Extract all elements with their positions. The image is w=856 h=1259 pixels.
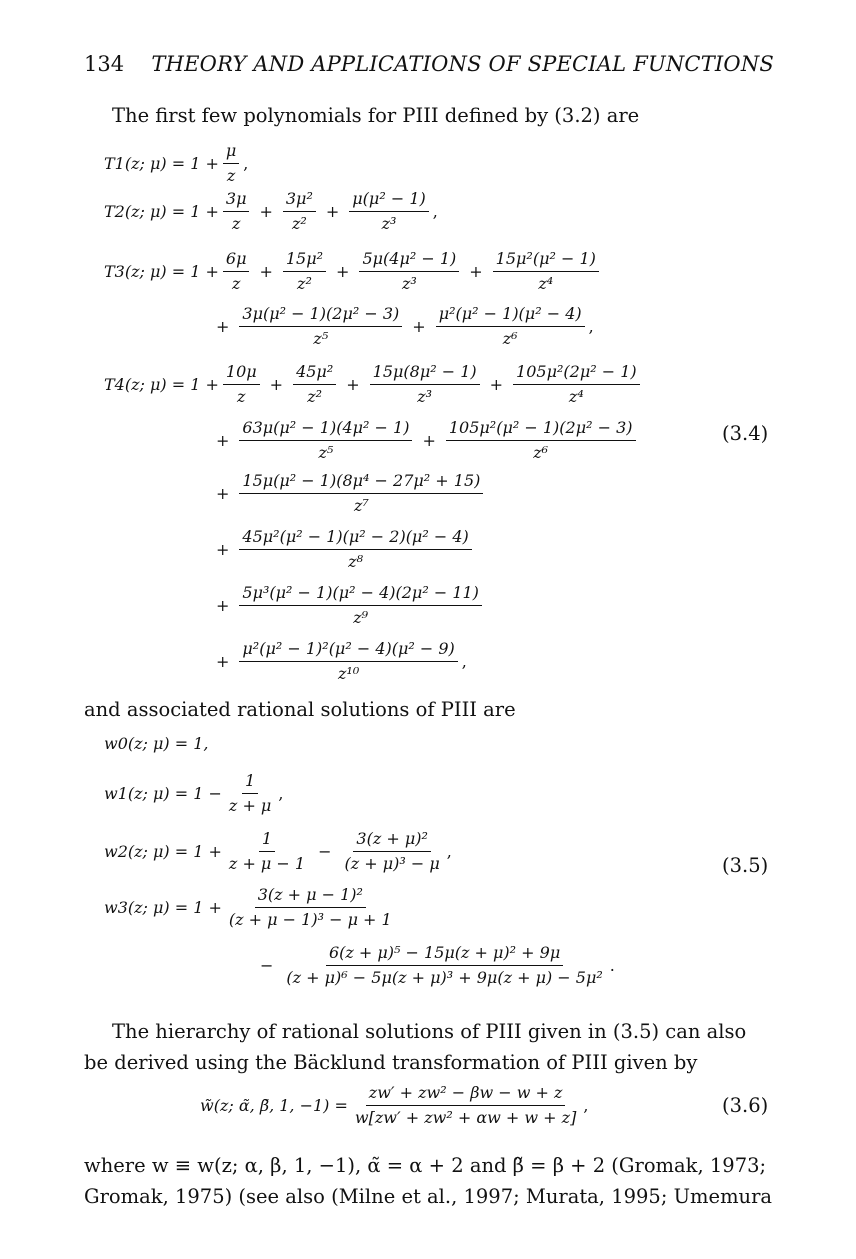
fraction [370, 361, 480, 408]
fraction [239, 638, 457, 685]
numerator: 3(z + μ − 1)² [255, 884, 366, 908]
hierarchy-paragraph: The hierarchy of rational solutions of PIII given in (3.5) can also be derived using the Bäcklund transformation of PIII given by [84, 1020, 747, 1074]
equation-number-3-5: (3.5) [722, 854, 769, 877]
operator: − [318, 842, 332, 861]
denominator: z² [291, 214, 307, 233]
equation-lhs: T2(z; μ) = 1 + [104, 202, 219, 221]
fraction [226, 828, 308, 875]
fraction [283, 942, 605, 989]
numerator: 45μ²(μ² − 1)(μ² − 2)(μ² − 4) [239, 526, 471, 550]
operator: + [469, 262, 483, 281]
fraction [342, 828, 443, 875]
numerator: 6μ [223, 248, 250, 272]
denominator: z [226, 166, 236, 185]
numerator: 15μ²(μ² − 1) [493, 248, 599, 272]
numerator: 15μ² [283, 248, 326, 272]
numerator: 63μ(μ² − 1)(4μ² − 1) [239, 417, 412, 441]
eq-3-6-lhs: w̃(z; α̃, β̃, 1, −1) = [200, 1096, 348, 1115]
numerator: 105μ²(μ² − 1)(2μ² − 3) [446, 417, 636, 441]
fraction [493, 248, 599, 295]
denominator: z³ [381, 214, 397, 233]
punctuation: , [243, 154, 249, 173]
operator: + [336, 262, 350, 281]
fraction [283, 188, 316, 235]
eq-3-6-denominator: w[zw′ + zw² + αw + w + z] [354, 1108, 577, 1127]
eq-T4-line1 [104, 361, 644, 408]
eq-3-6-numerator: zw′ + zw² − βw − w + z [366, 1082, 566, 1106]
numerator: 45μ² [293, 361, 336, 385]
fraction [223, 188, 250, 235]
operator: + [216, 484, 230, 503]
fraction [349, 188, 428, 235]
eq-T4-line4 [210, 526, 476, 573]
numerator: 15μ(μ² − 1)(8μ⁴ − 27μ² + 15) [239, 470, 483, 494]
equation-number-3-4: (3.4) [722, 422, 769, 445]
denominator: z [231, 274, 241, 293]
equation-lhs: w2(z; μ) = 1 + [104, 842, 222, 861]
numerator: 10μ [223, 361, 260, 385]
eq-3-6-fraction [352, 1082, 579, 1129]
numerator: μ [223, 140, 239, 164]
denominator: z⁴ [538, 274, 554, 293]
fraction [283, 248, 326, 295]
denominator: z² [297, 274, 312, 293]
equation-lhs: T1(z; μ) = 1 + [104, 154, 219, 173]
fraction [513, 361, 640, 408]
denominator: z³ [401, 274, 417, 293]
numerator: 5μ(4μ² − 1) [359, 248, 459, 272]
fraction [223, 140, 239, 187]
operator: + [216, 652, 230, 671]
eq-T4-line2 [210, 417, 640, 464]
operator: + [216, 596, 230, 615]
fraction [359, 248, 459, 295]
punctuation: , [432, 202, 438, 221]
denominator: z⁵ [313, 329, 329, 348]
fraction [446, 417, 636, 464]
denominator: z⁸ [348, 552, 363, 571]
denominator: z⁵ [318, 443, 334, 462]
denominator: z¹⁰ [337, 664, 360, 683]
denominator: z + μ − 1 [228, 854, 306, 873]
numerator: μ²(μ² − 1)(μ² − 4) [436, 303, 585, 327]
equation-lhs: w0(z; μ) = 1, [104, 734, 209, 753]
equation-lhs: T4(z; μ) = 1 + [104, 375, 219, 394]
operator: + [325, 202, 340, 221]
equation-number-3-6: (3.6) [722, 1094, 769, 1117]
eq-w0 [104, 734, 209, 753]
fraction [239, 526, 471, 573]
denominator: (z + μ)³ − μ [344, 854, 440, 873]
numerator: μ(μ² − 1) [349, 188, 428, 212]
numerator: 3μ² [283, 188, 316, 212]
fraction [223, 248, 250, 295]
operator: + [346, 375, 360, 394]
eq-w3-line2 [254, 942, 615, 989]
equation-lhs: w3(z; μ) = 1 + [104, 898, 222, 917]
eq-w1 [104, 770, 283, 817]
numerator: 5μ³(μ² − 1)(μ² − 4)(2μ² − 11) [239, 582, 482, 606]
intro-paragraph: The first few polynomials for PIII defined by (3.2) are [112, 104, 640, 127]
denominator: (z + μ)⁶ − 5μ(z + μ)³ + 9μ(z + μ) − 5μ² [286, 968, 603, 987]
closing-line-1: where w ≡ w(z; α, β, 1, −1), α̃ = α + 2 and β̃ = β + 2 (Gromak, 1973; [84, 1154, 767, 1177]
punctuation: , [446, 842, 452, 861]
equation-lhs: w1(z; μ) = 1 − [104, 784, 222, 803]
fraction [239, 417, 412, 464]
closing-line-2: Gromak, 1975) (see also (Milne et al., 1997; Murata, 1995; Umemura [84, 1185, 773, 1208]
eq-3-6 [200, 1082, 588, 1129]
denominator: z + μ [228, 796, 272, 815]
numerator: 1 [259, 828, 275, 852]
eq-3-6-tail: , [583, 1096, 589, 1115]
denominator: z [237, 387, 246, 406]
numerator: 3μ [223, 188, 250, 212]
fraction [223, 361, 260, 408]
denominator: (z + μ − 1)³ − μ + 1 [228, 910, 392, 929]
eq-T3-line2 [210, 303, 594, 350]
denominator: z⁶ [533, 443, 549, 462]
punctuation: , [461, 652, 467, 671]
eq-T1 [104, 140, 248, 187]
operator: + [216, 317, 230, 336]
fraction [239, 470, 483, 517]
operator: + [269, 375, 284, 394]
fraction [436, 303, 585, 350]
numerator: 3μ(μ² − 1)(2μ² − 3) [239, 303, 402, 327]
operator: + [216, 540, 230, 559]
operator: + [422, 431, 436, 450]
fraction [239, 303, 402, 350]
operator: + [412, 317, 426, 336]
operator: + [259, 202, 273, 221]
operator: + [216, 431, 230, 450]
eq-T4-line6 [210, 638, 467, 685]
fraction [226, 770, 274, 817]
denominator: z³ [417, 387, 433, 406]
fraction [239, 582, 482, 629]
operator: + [489, 375, 504, 394]
eq-T4-line5 [210, 582, 486, 629]
middle-paragraph: and associated rational solutions of PIII are [84, 698, 516, 721]
running-title: THEORY AND APPLICATIONS OF SPECIAL FUNCTIONS [151, 52, 774, 76]
punctuation: , [278, 784, 284, 803]
denominator: z² [307, 387, 323, 406]
punctuation: . [609, 956, 615, 975]
fraction [226, 884, 395, 931]
operator: + [259, 262, 273, 281]
numerator: 1 [242, 770, 258, 794]
eq-T4-line3 [210, 470, 487, 517]
numerator: 15μ(8μ² − 1) [370, 361, 480, 385]
denominator: z⁴ [568, 387, 584, 406]
page-number: 134 [84, 52, 125, 76]
eq-w2 [104, 828, 452, 875]
eq-w3-line1 [104, 884, 399, 931]
denominator: z [231, 214, 241, 233]
eq-T3-line1 [104, 248, 603, 295]
denominator: z⁷ [353, 496, 369, 515]
numerator: 105μ²(2μ² − 1) [513, 361, 640, 385]
denominator: z⁹ [353, 608, 369, 627]
numerator: 6(z + μ)⁵ − 15μ(z + μ)² + 9μ [326, 942, 563, 966]
fraction [293, 361, 336, 408]
operator: − [260, 956, 274, 975]
numerator: μ²(μ² − 1)²(μ² − 4)(μ² − 9) [239, 638, 457, 662]
denominator: z⁶ [502, 329, 518, 348]
punctuation: , [588, 317, 594, 336]
eq-T2 [104, 188, 438, 235]
numerator: 3(z + μ)² [353, 828, 430, 852]
equation-lhs: T3(z; μ) = 1 + [104, 262, 219, 281]
